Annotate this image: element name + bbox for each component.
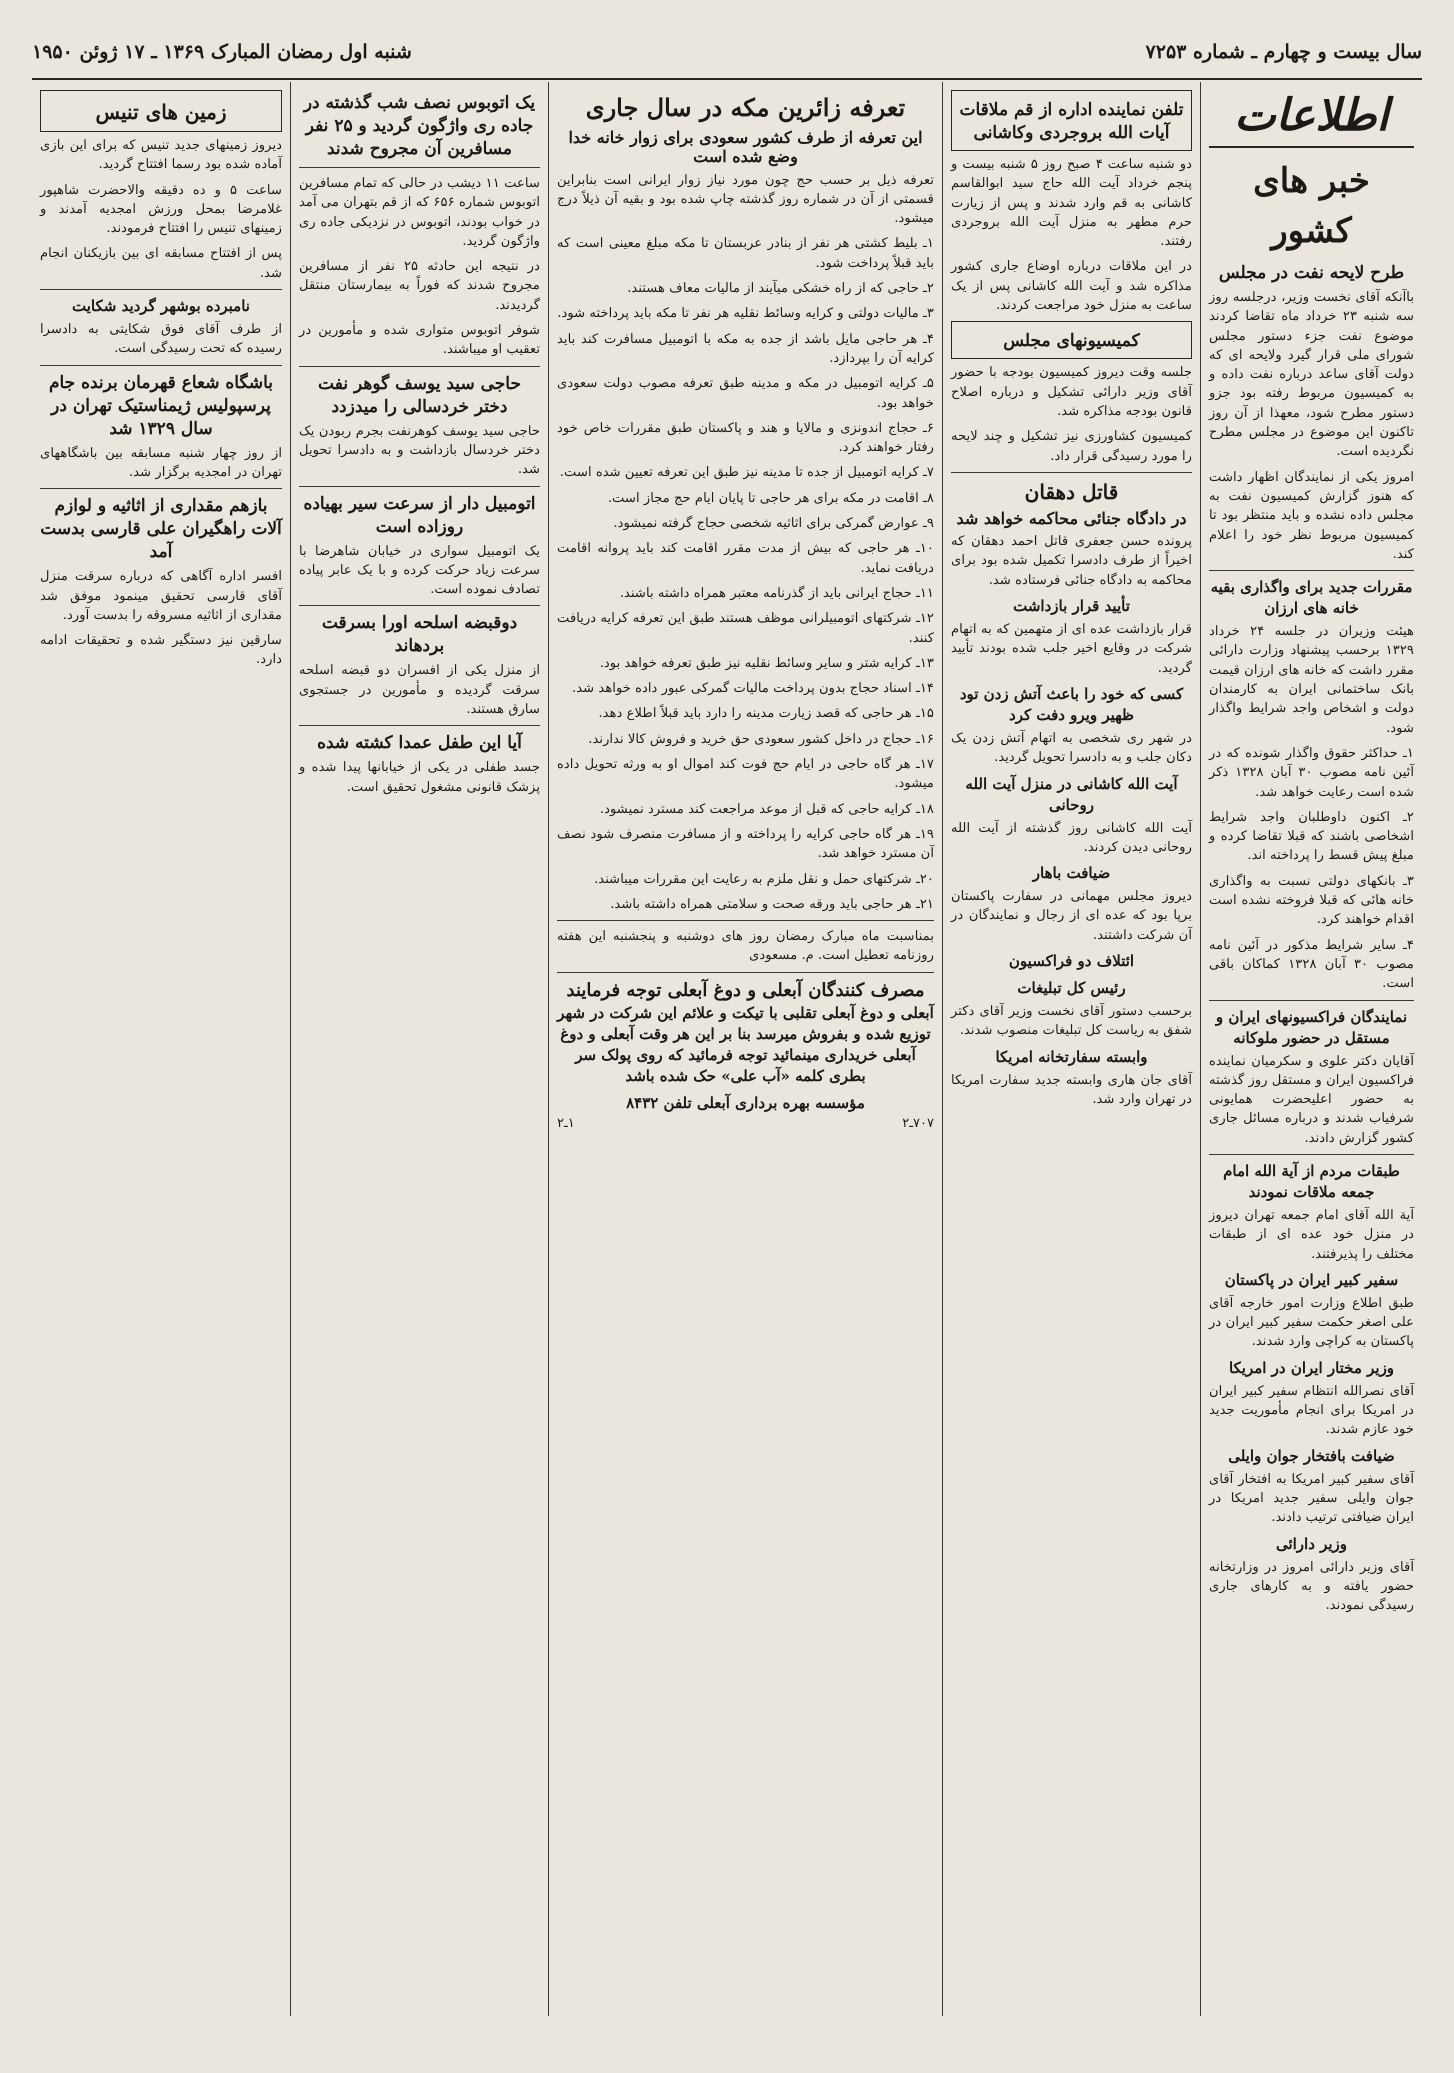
paragraph: ۵ـ کرایه اتومبیل در مکه و مدینه طبق تعرفه مصوب دولت سعودی خواهد بود. [557, 376, 934, 411]
paragraph: تعرفه ذیل بر حسب حج چون مورد نیاز زوار ایرانی است بنابراین قسمتی از آن در شماره روز گذشته چاپ شده بود و بقیه آن ذیلاً درج میشود. [557, 172, 934, 227]
ad-refs [557, 1114, 934, 1133]
paragraph: ۳ـ مالیات دولتی و کرایه وسائط نقلیه هر نفر تا مکه باید پرداخته شود. [557, 306, 934, 322]
paragraph: جسد طفلی در یکی از خیابانها پیدا شده و پزشک قانونی مشغول تحقیق است. [299, 760, 540, 795]
paragraph: ۴ـ سایر شرایط مذکور در آئین نامه مصوب ۳۰ آبان ۱۳۲۸ کماکان باقی است. [1209, 937, 1415, 992]
column-2 [290, 82, 548, 2016]
divider [1209, 1154, 1414, 1155]
paragraph: شوفر اتوبوس متواری شده و مأمورین در تعقیب او میباشند. [299, 323, 540, 358]
paragraph: ۱۳ـ کرایه شتر و سایر وسائط نقلیه نیز طبق تعرفه خواهد بود. [599, 655, 934, 671]
paragraph: ۲۱ـ هر حاجی باید ورقه صحت و سلامتی همراه داشته باشد. [610, 896, 934, 912]
subheadline: این تعرفه از طرف کشور سعودی برای زوار خانه خدا وضع شده است [568, 128, 923, 167]
paragraph: آقایان دکتر علوی و سکرمیان نماینده فراکسیون ایران و مستقل روز گذشته به حضور اعلیحضرت همایونی شرفیاب شدند و درباره مسائل جاری کشور گزارش دادند. [1209, 1053, 1414, 1146]
paragraph: دو شنبه ساعت ۴ صبح روز ۵ شنبه بیست و پنجم خرداد آیت الله حاج سید ابوالقاسم کاشانی به قم وارد شدند و پس از زیارت حرم مطهر به منزل آیت الله بروجردی رفتند. [951, 157, 1192, 250]
paragraph: آقای جان هاری وابسته جدید سفارت امریکا در تهران وارد شد. [951, 1072, 1192, 1107]
headline: ضیافت بافتخار جوان وایلی [1228, 1446, 1395, 1465]
paragraph: هیئت وزیران در جلسه ۲۴ خرداد ۱۳۲۹ برحسب پیشنهاد وزارت دارائی مقرر داشت که خانه های ارزان قیمت بانک ساختمانی ایران به کارمندان دولت و اشخاص واجد شرایط واگذار شود. [1209, 624, 1414, 736]
headline: اتومبیل دار از سرعت سیر بهیاده روزاده است [303, 493, 536, 537]
newspaper-page [32, 26, 1422, 2016]
section-banner: خبر های کشور [1253, 161, 1370, 251]
column-5 [1200, 82, 1422, 2016]
issue-info: سال بیست و چهارم ـ شماره ۷۲۵۳ [1145, 41, 1422, 63]
boxed-headline [951, 321, 1192, 359]
paragraph: ۲ـ حاجی که از راه خشکی میآیند از مالیات معاف هستند. [627, 281, 934, 297]
paragraph: آقای سفیر کبیر امریکا به افتخار آقای جوان وایلی سفیر جدید امریکا در ایران ضیافتی ترتیب دادند. [1209, 1471, 1414, 1526]
paragraph: ۹ـ عوارض گمرکی برای اثاثیه شخصی حجاج گرفته نمیشود. [613, 516, 934, 532]
ad-ref: ۷۰۷ـ۲ [902, 1115, 934, 1131]
paragraph: ۱۷ـ هر گاه حاجی در ایام حج فوت کند اموال او به ورثه تحویل داده میشود. [557, 757, 934, 792]
subheadline: در دادگاه جنائی محاکمه خواهد شد [956, 508, 1187, 528]
divider [299, 366, 540, 367]
divider [1209, 570, 1414, 571]
headline: دوقبضه اسلحه اورا بسرقت بردهاند [321, 613, 518, 657]
headline: تعرفه زائرین مکه در سال جاری [585, 93, 906, 122]
headline: وزیر دارائی [1275, 1534, 1348, 1553]
paragraph: ۷ـ کرایه اتومبیل از جده تا مدینه نیز طبق این تعرفه تعیین شده است. [559, 465, 934, 481]
headline: رئیس کل تبلیغات [1017, 979, 1126, 998]
headline: قاتل دهقان [1024, 479, 1119, 504]
paragraph: ۱۸ـ کرایه حاجی که قبل از موعد مراجعت کند مسترد نمیشود. [599, 801, 934, 817]
divider [40, 289, 282, 290]
divider [951, 472, 1192, 473]
masthead: اطلاعات [1209, 86, 1414, 148]
paragraph: پس از افتتاح مسابقه ای بین بازیکنان انجام شد. [40, 246, 282, 281]
headline: سفیر کبیر ایران در پاکستان [1224, 1270, 1399, 1289]
headline: طرح لایحه نفت در مجلس [1218, 263, 1405, 283]
headline: آیت الله کاشانی در منزل آیت الله روحانی [965, 774, 1178, 814]
columns [32, 82, 1422, 2016]
divider [557, 972, 934, 973]
paragraph: دیروز مجلس مهمانی در سفارت پاکستان برپا بود که عده ای از رجال و نمایندگان در آن شرکت داشتند. [951, 889, 1192, 943]
paragraph: پرونده حسن جعفری قاتل احمد دهقان که اخیراً از طرف دادسرا تکمیل شده بود برای محاکمه به دادگاه جنائی فرستاده شد. [951, 534, 1192, 588]
ad-text: آبعلی و دوغ آبعلی تقلبی با تیکت و علائم این شرکت در شهر توزیع شده و بفروش میرسد بنا بر این هر وقت آبعلی و دوغ آبعلی خریداری مینمائید توجه فرمائید که روی پولک سر بطری کلمه «آب علی» حک شده باشد [557, 1003, 934, 1085]
headline: باشگاه شعاع قهرمان برنده جام پرسپولیس ژیمناستیک تهران در سال ۱۳۲۹ شد [48, 372, 274, 439]
headline: طبقات مردم از آیة الله امام جمعه ملاقات نمودند [1223, 1161, 1400, 1201]
date-line: شنبه اول رمضان المبارک ۱۳۶۹ ـ ۱۷ ژوئن ۱۹۵۰ [32, 41, 412, 63]
divider [299, 725, 540, 726]
paragraph: آقای وزیر دارائی امروز در وزارتخانه حضور یافته و به کارهای جاری رسیدگی نمودند. [1209, 1559, 1414, 1614]
paragraph: ساعت ۵ و ده دقیقه والاحضرت شاهپور غلامرضا بمحل ورزش امجدیه آمدند و زمینهای تنیس را افتتاح فرمودند. [40, 182, 283, 237]
divider [40, 488, 282, 489]
paragraph: از طرف آقای فوق شکایتی به دادسرا رسیده که تحت رسیدگی است. [40, 322, 282, 357]
headline: حاجی سید یوسف گوهر نفت دختر خردسالی را میدزدد [318, 373, 521, 417]
ad-ref-2: ۱ـ۲ [557, 1115, 575, 1131]
headline: کمیسیونهای مجلس [1003, 331, 1140, 352]
paragraph: از روز چهار شنبه مسابقه بین باشگاههای تهران در امجدیه برگزار شد. [40, 445, 282, 480]
paragraph: کمیسیون کشاورزی نیز تشکیل و چند لایحه را مورد رسیدگی قرار داد. [951, 429, 1192, 464]
paragraph: باآنکه آقای نخست وزیر، درجلسه روز سه شنبه ۲۳ خرداد ماه تقاضا کردند موضوع نفت جزء دستور مجلس شورای ملی قرار گیرد ولایحه ای که دولت آقای ساعد درباره نفت داده و به کمیسیون مربوط رفته بود جزو دستور مطرح شود، معهذا از آن روز تاکنون این موضوع در مجلس مطرح نگردیده است. [1209, 290, 1414, 460]
headline: ائتلاف دو فراکسیون [1008, 952, 1135, 971]
ad-title: مصرف کنندگان آبعلی و دوغ آبعلی توجه فرمایند [566, 979, 925, 1001]
paragraph: ۱۴ـ اسناد حجاج بدون پرداخت مالیات گمرکی عبور داده خواهد شد. [572, 681, 934, 697]
divider [40, 365, 282, 366]
headline: زمین های تنیس [95, 100, 227, 124]
headline: تلفن نماینده اداره از قم ملاقات آیات الله بروجردی وکاشانی [959, 100, 1184, 143]
paragraph: جلسه وقت دیروز کمیسیون بودجه با حضور آقای وزیر دارائی تشکیل و درباره اصلاح قانون بودجه مذاکره شد. [951, 365, 1192, 419]
headline: آیا این طفل عمدا کشته شده [317, 733, 522, 754]
paragraph: ۱۹ـ هر گاه حاجی کرایه را پرداخته و از مسافرت منصرف شود نصف آن مسترد خواهد شد. [557, 826, 934, 862]
headline: نامبرده بوشهر گردید شکایت [72, 297, 250, 316]
paragraph: دیروز زمینهای جدید تنیس که برای این بازی آماده شده بود رسما افتتاح گردید. [40, 138, 282, 173]
column-1 [32, 82, 290, 2016]
paragraph: سارقین نیز دستگیر شده و تحقیقات ادامه دارد. [40, 633, 282, 668]
column-3 [548, 82, 942, 2016]
paragraph: ۲۰ـ شرکتهای حمل و نقل ملزم به رعایت این مقررات میباشند. [594, 871, 934, 887]
paragraph: ۱۰ـ هر حاجی که بیش از مدت مقرر اقامت کند باید پروانه اقامت دریافت نماید. [557, 541, 934, 576]
paragraph: ۲ـ اکنون داوطلبان واجد شرایط اشخاصی باشند که قبلا تقاضا کرده و مبلغ پیش قسط را پرداخته اند. [1209, 809, 1414, 864]
paragraph: ۱ـ حداکثر حقوق واگذار شونده که در آئین نامه مصوب ۳۰ آبان ۱۳۲۸ ذکر شده است رعایت خواهد شد. [1209, 745, 1415, 800]
paragraph: ۱۵ـ هر حاجی که قصد زیارت مدینه را دارد باید قبلاً اطلاع دهد. [598, 706, 934, 722]
paragraph: ۳ـ بانکهای دولتی نسبت به واگذاری خانه هائی که قبلا فروخته نشده است اقدام خواهند کرد. [1209, 873, 1414, 928]
paragraph: از منزل یکی از افسران دو قبضه اسلحه سرقت گردیده و مأمورین در جستجوی سارق هستند. [299, 663, 540, 718]
headline: نمایندگان فراکسیونهای ایران و مستقل در حضور ملوکانه [1215, 1007, 1408, 1047]
paragraph: طبق اطلاع وزارت امور خارجه آقای علی اصغر حکمت سفیر کبیر ایران در پاکستان به کراچی وارد شدند. [1209, 1295, 1414, 1350]
divider [299, 486, 540, 487]
paragraph: یک اتومبیل سواری در خیابان شاهرضا با سرعت زیاد حرکت کرده و با یک عابر پیاده تصادف نموده است. [299, 543, 540, 598]
paragraph: در این ملاقات درباره اوضاع جاری کشور مذاکره شد و آیت الله کاشانی پس از یک ساعت به منزل خود مراجعت کردند. [951, 259, 1192, 314]
headline: یک اتوبوس نصف شب گذشته در جاده ری واژگون گردید و ۲۵ نفر مسافرین آن مجروح شدند [303, 93, 536, 159]
paragraph: آقای نصرالله انتظام سفیر کبیر ایران در امریکا برای انجام مأموریت جدید خود عازم شدند. [1209, 1383, 1414, 1438]
divider [299, 167, 540, 168]
boxed-headline [40, 90, 282, 132]
divider [1209, 1000, 1414, 1001]
paragraph: آیة الله آقای امام جمعه تهران دیروز در منزل خود عده ای از طبقات مختلف را پذیرفتند. [1209, 1207, 1414, 1262]
ad-signature: مؤسسه بهره برداری آبعلی تلفن ۸۴۳۲ [626, 1093, 865, 1112]
divider [557, 920, 934, 921]
paragraph: آیت الله کاشانی روز گذشته از آیت الله روحانی دیدن کردند. [951, 820, 1192, 855]
headline: مقررات جدید برای واگذاری بقیه خانه های ارزان [1210, 578, 1413, 618]
paragraph: ۱۶ـ حجاج در داخل کشور سعودی حق خرید و فروش کالا ندارند. [588, 731, 934, 747]
headline: تأیید قرار بازداشت [1013, 597, 1130, 616]
headline: وزیر مختار ایران در امریکا [1228, 1358, 1395, 1377]
headline: کسی که خود را باعث آتش زدن تود ظهیر ویرو دفت کرد [959, 684, 1184, 724]
headline: ضیافت باهار [1032, 864, 1111, 883]
paragraph: ۱۱ـ حجاج ایرانی باید از گذرنامه معتبر همراه داشته باشند. [619, 585, 934, 601]
paragraph: افسر اداره آگاهی که درباره سرقت منزل آقای قارسی تحقیق مینمود موفق شد مقداری از اثاثیه مسروقه را بدست آورد. [40, 569, 282, 623]
paragraph: ۴ـ هر حاجی مایل باشد از جده به مکه با اتومبیل مسافرت کند باید کرایه آن را بپردازد. [557, 331, 934, 366]
paragraph: ساعت ۱۱ دیشب در حالی که تمام مسافرین اتوبوس شماره ۶۵۶ که از قم بتهران می آمد در خواب بودند، اتوبوس در نزدیکی جاده ری واژگون گردید. [299, 176, 540, 249]
paragraph: ۱ـ بلیط کشتی هر نفر از بنادر عربستان تا مکه مبلغ معینی است که باید قبلاً پرداخت شود. [557, 236, 934, 271]
paragraph: حاجی سید یوسف کوهرنفت بجرم ربودن یک دختر خردسال بازداشت و به دادسرا تحویل شد. [299, 423, 540, 478]
boxed-headline [951, 90, 1192, 151]
column-4 [942, 82, 1200, 2016]
paragraph: قرار بازداشت عده ای از متهمین که به اتهام شرکت در وقایع اخیر جلب شده بودند تأیید گردید. [951, 622, 1192, 676]
paragraph: ۱۲ـ شرکتهای اتومبیلرانی موظف هستند طبق این تعرفه کرایه دریافت کنند. [557, 611, 934, 646]
notice: بمناسبت ماه مبارک رمضان روز های دوشنبه و پنجشنبه این هفته روزنامه تعطیل است. م. مسعودی [557, 929, 934, 964]
paragraph: ۶ـ حجاج اندونزی و مالایا و هند و پاکستان طبق مقررات خاص خود رفتار خواهند کرد. [557, 420, 934, 456]
headline: وابسته سفارتخانه امریکا [995, 1047, 1148, 1066]
divider [299, 605, 540, 606]
paragraph: در نتیجه این حادثه ۲۵ نفر از مسافرین مجروح شدند که فوراً به بیمارستان منتقل گردیدند. [299, 259, 540, 313]
headline: بازهم مقداری از اثاثیه و لوازم آلات راهگیران علی قارسی بدست آمد [40, 496, 282, 563]
paragraph: در شهر ری شخصی به اتهام آتش زدن یک دکان جلب و به دادسرا تحویل گردید. [951, 730, 1192, 766]
paragraph: امروز یکی از نمایندگان اظهار داشت که هنوز گزارش کمیسیون نفت به مجلس داده نشده و باید منتظر بود تا کمیسیون مربوط نظر خود را اعلام کند. [1209, 469, 1414, 562]
paragraph: برحسب دستور آقای نخست وزیر آقای دکتر شفق به ریاست کل تبلیغات منصوب شدند. [951, 1004, 1192, 1039]
paragraph: ۸ـ اقامت در مکه برای هر حاجی تا پایان ایام حج مجاز است. [607, 490, 934, 506]
page-header [32, 26, 1422, 80]
